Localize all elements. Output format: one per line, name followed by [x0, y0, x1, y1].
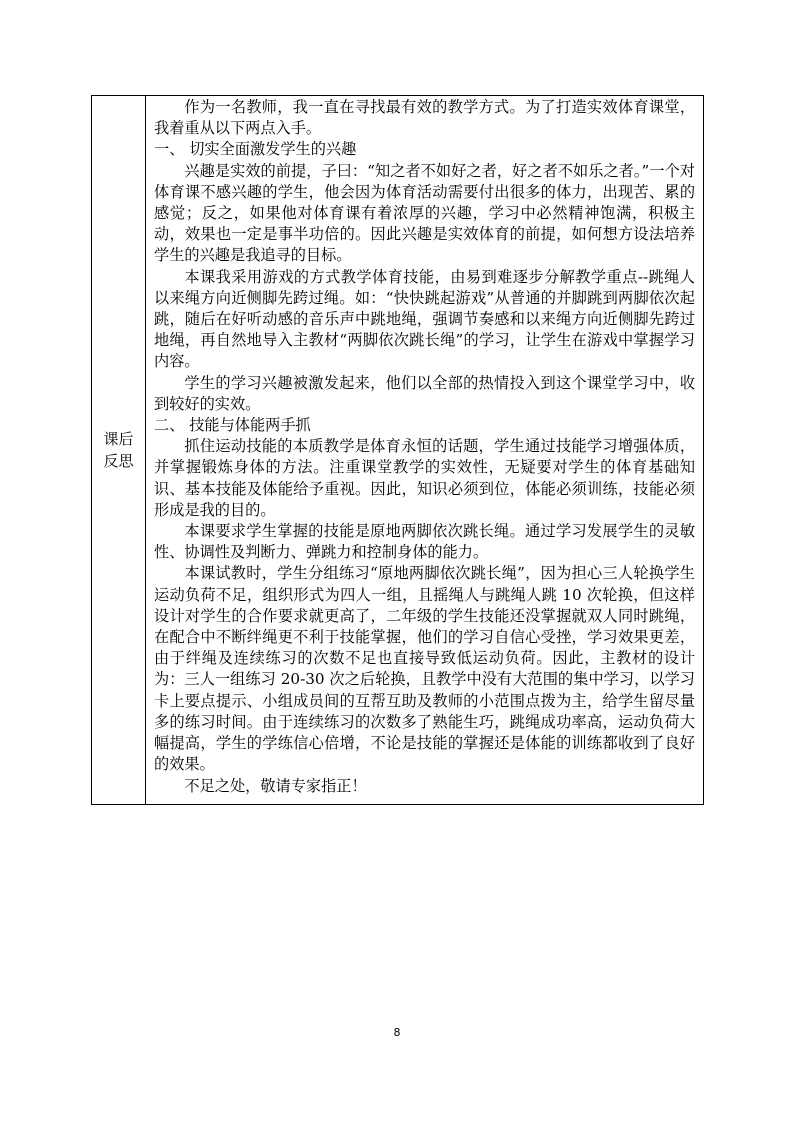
intro-paragraph: 作为一名教师，我一直在寻找最有效的教学方式。为了打造实效体育课堂，我着重从以下两点入手。: [154, 98, 695, 138]
content-cell: [146, 96, 704, 805]
section-heading-one: 一、 切实全面激发学生的兴趣: [154, 140, 357, 159]
label-cell: [92, 96, 146, 805]
skill-paragraph: 抓住运动技能的本质教学是体育永恒的话题，学生通过技能学习增强体质，并掌握锻炼身体的方法。注重课堂教学的实效性，无疑要对学生的体育基础知识、基本技能及体能给予重视。因此，知识必须到位，体能必须训练，技能必须形成是我的目的。: [154, 437, 695, 519]
section-label: 课后反思: [103, 430, 134, 470]
table-row: [92, 96, 704, 805]
section-heading-two: 二、 技能与体能两手抓: [154, 416, 311, 435]
reflection-table: [91, 95, 704, 805]
interest-paragraph: 兴趣是实效的前提，子曰：“知之者不如好之者，好之者不如乐之者。”一个对体育课不感兴趣的学生，他会因为体育活动需要付出很多的体力，出现苦、累的感觉；反之，如果他对体育课有着浓厚的兴趣，学习中必然精神饱满，积极主动，效果也一定是事半功倍的。因此兴趣是实效体育的前提，如何想方设法培养学生的兴趣是我追寻的目标。: [154, 161, 695, 265]
skill-goal-paragraph: 本课要求学生掌握的技能是原地两脚依次跳长绳。通过学习发展学生的灵敏性、协调性及判断力、弹跳力和控制身体的能力。: [154, 522, 695, 562]
page-number: 8: [393, 1026, 401, 1039]
interest-result-paragraph: 学生的学习兴趣被激发起来，他们以全部的热情投入到这个课堂学习中，收到较好的实效。: [154, 373, 695, 413]
closing-paragraph: 不足之处，敬请专家指正！: [184, 776, 367, 795]
game-method-paragraph: 本课我采用游戏的方式教学体育技能，由易到难逐步分解教学重点--跳绳人以来绳方向近侧脚先跨过绳。如：“快快跳起游戏”从普通的并脚跳到两脚依次起跳，随后在好听动感的音乐声中跳地绳，强调节奏感和以来绳方向近侧脚先跨过地绳，再自然地导入主教材“两脚依次跳长绳”的学习，让学生在游戏中掌握学习内容。: [154, 267, 695, 371]
trial-teaching-paragraph: 本课试教时，学生分组练习“原地两脚依次跳长绳”，因为担心三人轮换学生运动负荷不足，组织形式为四人一组，且摇绳人与跳绳人跳 10 次轮换，但这样设计对学生的合作要求就更高了，二年级的学生技能还没掌握就双人同时跳绳，在配合中不断绊绳更不利于技能掌握，他们的学习自信心受挫，学习效果更差，由于绊绳及连续练习的次数不足也直接导致低运动负荷。因此，主教材的设计为：三人一组练习 20-30 次之后轮换，且教学中没有大范围的集中学习，以学习卡上要点提示、小组成员间的互帮互助及教师的小范围点拨为主，给学生留尽量多的练习时间。由于连续练习的次数多了熟能生巧，跳绳成功率高，运动负荷大幅提高，学生的学练信心倍增，不论是技能的掌握还是体能的训练都收到了良好的效果。: [154, 564, 695, 774]
